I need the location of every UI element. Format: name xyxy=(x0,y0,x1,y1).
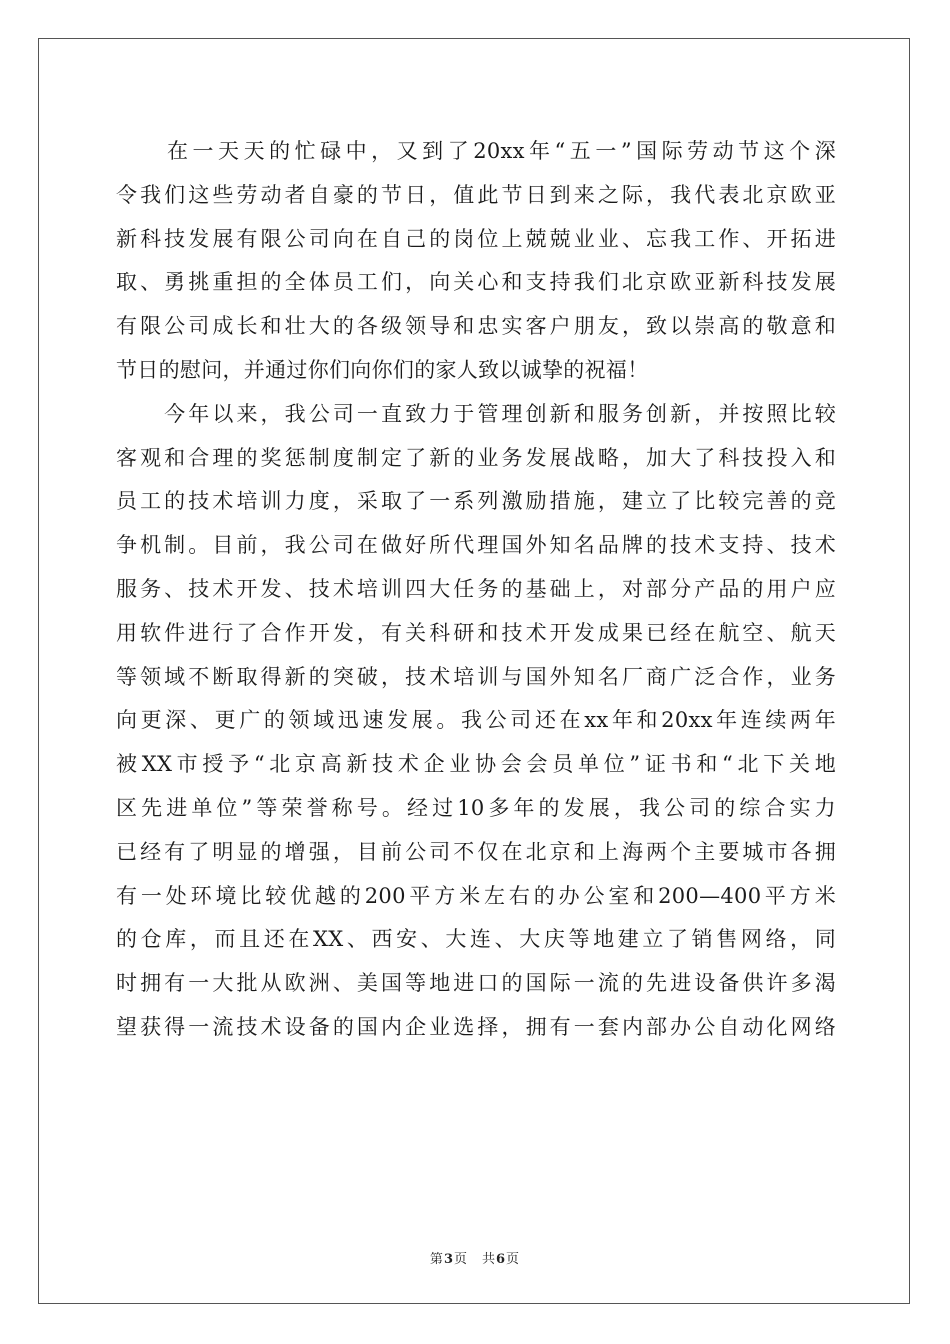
text-line: 用软件进行了合作开发，有关科研和技术开发成果已经在航空、航天 xyxy=(116,620,836,645)
text-line: 向更深、更广的领域迅速发展。我公司还在xx年和20xx年连续两年 xyxy=(116,708,836,733)
text-line: 服务、技术开发、技术培训四大任务的基础上，对部分产品的用户应 xyxy=(116,576,836,601)
text-line: 有限公司成长和壮大的各级领导和忠实客户朋友，致以崇高的敬意和 xyxy=(116,314,836,339)
footer-page-number: 3 xyxy=(443,1252,454,1267)
text-line: 的仓库，而且还在XX、西安、大连、大庆等地建立了销售网络，同 xyxy=(116,927,836,952)
footer-page-suffix: 页 xyxy=(506,1252,521,1267)
text-line: 取、勇挑重担的全体员工们，向关心和支持我们北京欧亚新科技发展 xyxy=(116,270,836,295)
text-line: 等领域不断取得新的突破，技术培训与国外知名厂商广泛合作，业务 xyxy=(116,664,836,689)
text-line: 已经有了明显的增强，目前公司不仅在北京和上海两个主要城市各拥 xyxy=(116,839,836,864)
text-line: 令我们这些劳动者自豪的节日，值此节日到来之际，我代表北京欧亚 xyxy=(116,182,836,207)
footer-page-total: 6 xyxy=(496,1252,507,1267)
text-line: 被XX市授予“北京高新技术企业协会会员单位”证书和“北下关地 xyxy=(116,752,836,777)
text-line: 争机制。目前，我公司在做好所代理国外知名品牌的技术支持、技术 xyxy=(116,533,836,558)
text-line: 今年以来，我公司一直致力于管理创新和服务创新，并按照比较 xyxy=(116,401,836,426)
text-line: 时拥有一大批从欧洲、美国等地进口的国际一流的先进设备供许多渴 xyxy=(116,971,836,996)
text-line: 在一天天的忙碌中，又到了20xx年“五一”国际劳动节这个深 xyxy=(116,139,836,163)
text-line: 客观和合理的奖惩制度制定了新的业务发展战略，加大了科技投入和 xyxy=(116,445,836,470)
document-body xyxy=(116,130,836,1050)
text-line: 节日的慰问，并通过你们向你们的家人致以诚挚的祝福！ xyxy=(116,357,649,382)
footer-page-prefix: 第 xyxy=(429,1252,444,1267)
text-line: 望获得一流技术设备的国内企业选择，拥有一套内部办公自动化网络 xyxy=(116,1014,836,1039)
text-line: 新科技发展有限公司向在自己的岗位上兢兢业业、忘我工作、开拓进 xyxy=(116,226,836,251)
text-line: 员工的技术培训力度，采取了一系列激励措施，建立了比较完善的竞 xyxy=(116,489,836,514)
text-line: 有一处环境比较优越的200平方米左右的办公室和200—400平方米 xyxy=(116,883,836,908)
page-footer xyxy=(0,1248,950,1267)
text-line: 区先进单位”等荣誉称号。经过10多年的发展，我公司的综合实力 xyxy=(116,795,836,820)
footer-page-mid: 页 共 xyxy=(453,1252,496,1267)
